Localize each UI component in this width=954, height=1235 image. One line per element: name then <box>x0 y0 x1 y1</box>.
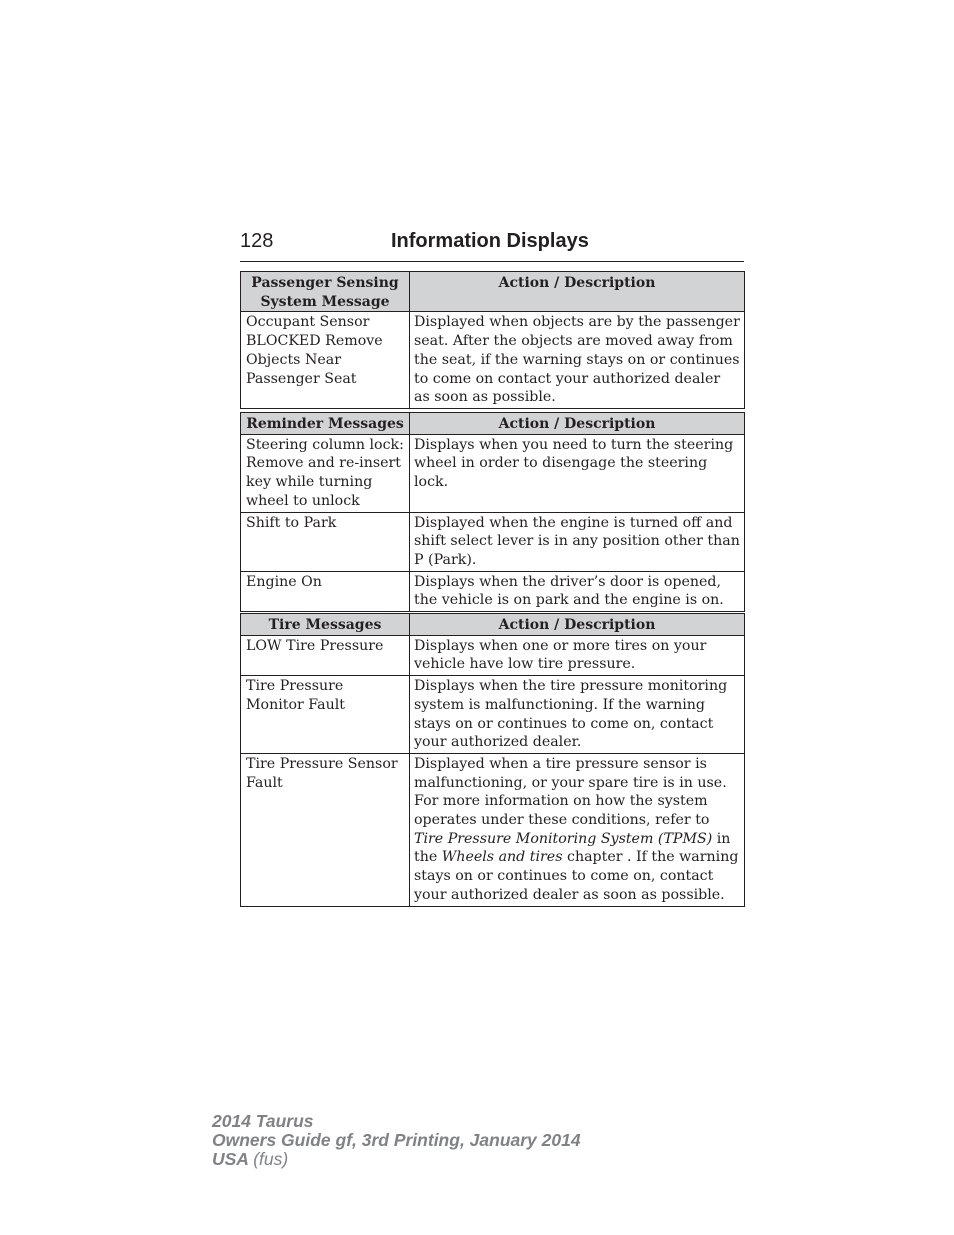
section-title: Information Displays <box>391 230 589 252</box>
column-header-message: Reminder Messages <box>241 413 410 435</box>
reminder-messages-table <box>240 412 745 612</box>
message-cell: Steering column lock: Remove and re-insert key while turning wheel to unlock <box>241 434 410 512</box>
column-header-action: Action / Description <box>410 614 745 636</box>
description-cell: Displayed when objects are by the passenger seat. After the objects are moved away from the seat, if the warning stays on or continues to come on contact your authorized dealer as soon as possible. <box>410 312 745 409</box>
table-header-row <box>241 413 745 435</box>
wheels-tires-reference: Wheels and tires <box>441 849 563 866</box>
column-header-action: Action / Description <box>410 272 745 312</box>
table-row <box>241 571 745 611</box>
table-row <box>241 434 745 512</box>
description-cell: Displayed when the engine is turned off and shift select lever is in any position other than P (Park). <box>410 512 745 571</box>
footer-region: USA <box>212 1149 249 1169</box>
footer-region-code: (fus) <box>253 1149 289 1169</box>
table-row <box>241 753 745 906</box>
column-header-message: Passenger Sensing System Message <box>241 272 410 312</box>
table-row <box>241 312 745 409</box>
description-text: chapter . If the warning stays on or continues to come on, contact your authorized dealer as soon as possible. <box>414 849 739 903</box>
tpms-reference: Tire Pressure Monitoring System (TPMS) <box>414 830 713 847</box>
page-header <box>240 229 744 262</box>
message-cell: LOW Tire Pressure <box>241 635 410 675</box>
page-footer <box>212 1112 581 1169</box>
description-cell: Displays when you need to turn the steering wheel in order to disengage the steering lock. <box>410 434 745 512</box>
description-cell: Displays when one or more tires on your vehicle have low tire pressure. <box>410 635 745 675</box>
message-cell: Occupant Sensor BLOCKED Remove Objects Near Passenger Seat <box>241 312 410 409</box>
tire-messages-table <box>240 613 745 907</box>
page-number: 128 <box>240 230 274 252</box>
table-header-row <box>241 272 745 312</box>
table-row <box>241 676 745 754</box>
table-header-row <box>241 614 745 636</box>
description-cell: Displays when the tire pressure monitoring system is malfunctioning. If the warning stays on or continues to come on, contact your authorized dealer. <box>410 676 745 754</box>
message-cell: Tire Pressure Sensor Fault <box>241 753 410 906</box>
description-text: in the <box>414 830 731 866</box>
message-cell: Shift to Park <box>241 512 410 571</box>
message-cell: Engine On <box>241 571 410 611</box>
footer-model: 2014 Taurus <box>212 1111 314 1131</box>
column-header-action: Action / Description <box>410 413 745 435</box>
description-cell: Displays when the driver’s door is opened, the vehicle is on park and the engine is on. <box>410 571 745 611</box>
footer-guide: Owners Guide gf, 3rd Printing, January 2014 <box>212 1130 581 1150</box>
table-row <box>241 512 745 571</box>
footer-region-line <box>212 1150 581 1169</box>
column-header-message: Tire Messages <box>241 614 410 636</box>
table-row <box>241 635 745 675</box>
description-cell <box>410 753 745 906</box>
passenger-sensing-table <box>240 271 745 409</box>
message-cell: Tire Pressure Monitor Fault <box>241 676 410 754</box>
description-text: Displayed when a tire pressure sensor is malfunctioning, or your spare tire is in use. For more information on how the system operates under these conditions, refer to <box>414 755 727 829</box>
